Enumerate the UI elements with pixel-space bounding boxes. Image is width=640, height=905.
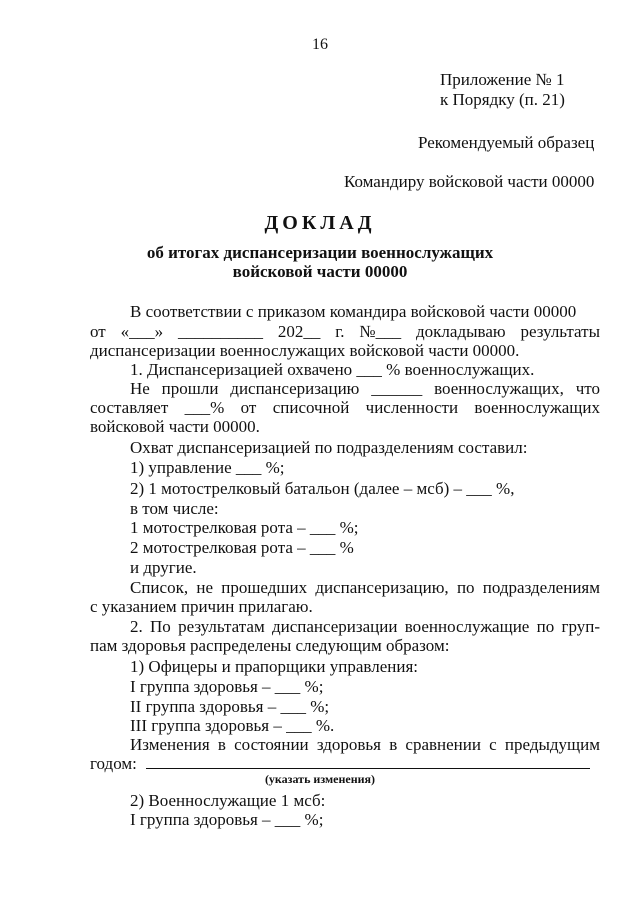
order-reference: к Порядку (п. 21): [440, 90, 565, 109]
document-subtitle-line2: войсковой части 00000: [232, 262, 408, 281]
changes-line1: Изменения в состоянии здоровья в сравнении с предыдущим: [130, 735, 600, 754]
unit-battalion: 2) 1 мотострелковый батальон (далее – мсб) – ___ %,: [130, 479, 515, 498]
list-line2: с указанием причин прилагаю.: [90, 597, 313, 616]
intro-year: 202__: [277, 322, 321, 341]
changes-hint: (указать изменения): [264, 772, 376, 786]
officers-heading: 1) Офицеры и прапорщики управления:: [130, 657, 418, 676]
changes-blank-line: [146, 768, 590, 769]
health-group-1-msb: I группа здоровья – ___ %;: [130, 810, 324, 829]
not-passed-line1: Не прошли диспансеризацию ______ военнослужащих, что: [130, 379, 600, 398]
intro-line2: [90, 322, 600, 342]
company-2: 2 мотострелковая рота – ___ %: [130, 538, 354, 557]
intro-number-blank: №___: [359, 322, 402, 341]
health-group-3: III группа здоровья – ___ %.: [130, 716, 335, 735]
including-label: в том числе:: [130, 499, 219, 518]
intro-word-results: результаты: [520, 322, 600, 341]
not-passed-line2: составляет ___% от списочной численности военнослужащих: [90, 398, 600, 417]
unit-management: 1) управление ___ %;: [130, 458, 285, 477]
changes-label: годом:: [90, 754, 137, 773]
msb-heading: 2) Военнослужащие 1 мсб:: [130, 791, 326, 810]
intro-line3: диспансеризации военнослужащих войсковой части 00000.: [90, 341, 520, 360]
document-subtitle-line1: об итогах диспансеризации военнослужащих: [146, 243, 494, 262]
intro-month-blank: __________: [177, 322, 263, 341]
intro-line1: В соответствии с приказом командира войсковой части 00000: [130, 302, 577, 321]
intro-year-abbr: г.: [335, 322, 345, 341]
document-title: ДОКЛАД: [264, 212, 376, 234]
paragraph-2-line1: 2. По результатам диспансеризации военнослужащие по груп-: [130, 617, 600, 636]
others-label: и другие.: [130, 558, 197, 577]
company-1: 1 мотострелковая рота – ___ %;: [130, 518, 359, 537]
appendix-label: Приложение № 1: [440, 70, 565, 89]
health-group-2: II группа здоровья – ___ %;: [130, 697, 330, 716]
paragraph-1: 1. Диспансеризацией охвачено ___ % военнослужащих.: [130, 360, 535, 379]
coverage-heading: Охват диспансеризацией по подразделениям составил:: [130, 438, 528, 457]
page-number: 16: [312, 36, 328, 53]
addressee: Командиру войсковой части 00000: [344, 172, 595, 191]
intro-word-from: от: [90, 322, 106, 341]
not-passed-line3: войсковой части 00000.: [90, 417, 260, 436]
intro-day-blank: «___»: [120, 322, 164, 341]
intro-word-report: докладываю: [416, 322, 506, 341]
list-line1: Список, не прошедших диспансеризацию, по подразделениям: [130, 578, 600, 597]
health-group-1: I группа здоровья – ___ %;: [130, 677, 324, 696]
sample-label: Рекомендуемый образец: [418, 133, 595, 152]
paragraph-2-line2: пам здоровья распределены следующим образом:: [90, 636, 450, 655]
